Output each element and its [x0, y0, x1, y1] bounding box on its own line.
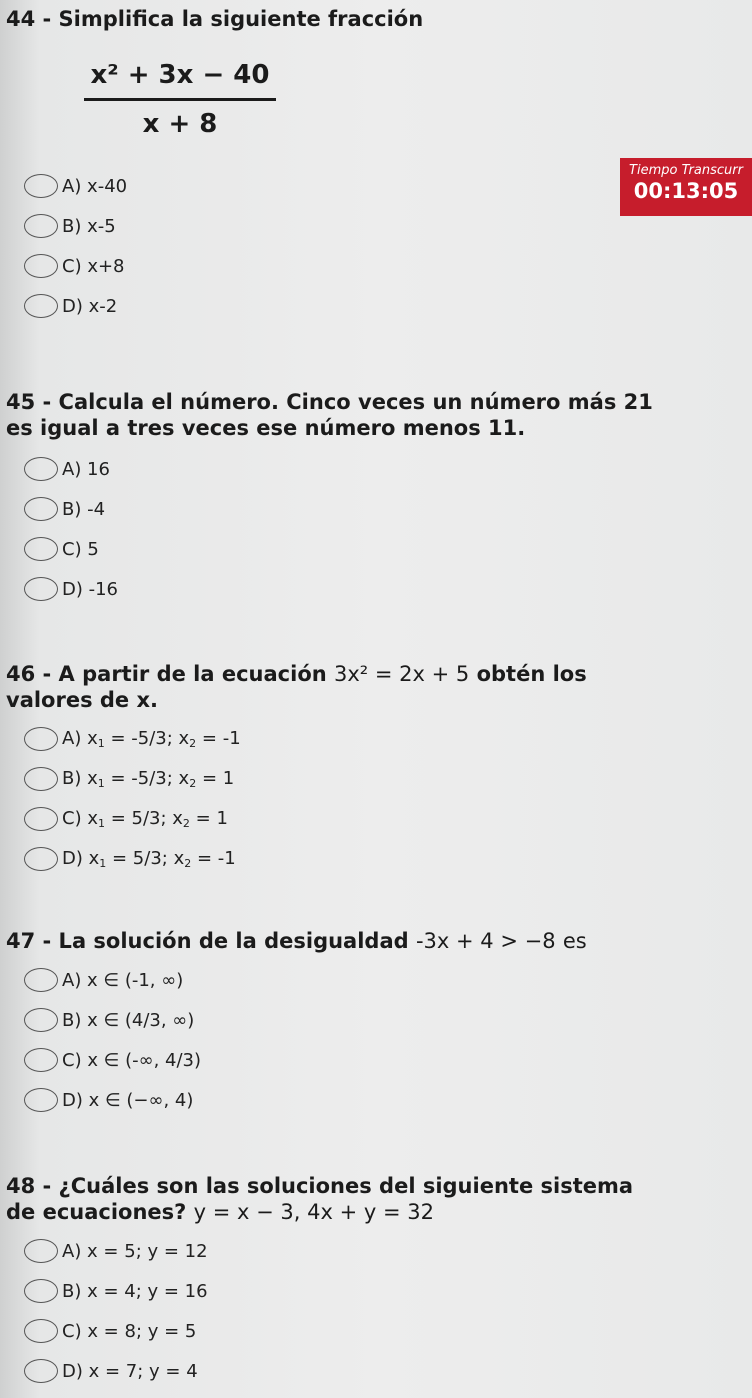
question-45	[6, 389, 726, 609]
question-48-title-line1: 48 - ¿Cuáles son las soluciones del siguiente sistema	[6, 1174, 634, 1198]
option-47-d[interactable]: D) x ∈ (−∞, 4)	[6, 1080, 726, 1120]
radio-button[interactable]	[24, 968, 58, 992]
option-44-a[interactable]: A) x-40	[6, 166, 726, 206]
equation-text: 3x² = 2x + 5	[334, 662, 470, 686]
radio-button[interactable]	[24, 294, 58, 318]
question-45-title-line2: es igual a tres veces ese número menos 11.	[6, 416, 526, 440]
radio-button[interactable]	[24, 807, 58, 831]
option-46-a[interactable]: A) $x_1 = -5/3$; $x_2 = -1$	[6, 719, 726, 759]
radio-button[interactable]	[24, 537, 58, 561]
elapsed-time-badge	[620, 158, 752, 216]
question-44-options	[6, 166, 726, 326]
question-47-title: 47 - La solución de la desigualdad -3x + 4 > −8 es	[6, 929, 587, 953]
option-44-c[interactable]: C) x+8	[6, 246, 726, 286]
option-47-b[interactable]: B) x ∈ (4/3, ∞)	[6, 1000, 726, 1040]
fraction-numerator: x² + 3x − 40	[90, 60, 270, 90]
system-text: y = x − 3, 4x + y = 32	[193, 1200, 434, 1224]
option-48-c[interactable]: C) x = 8; y = 5	[6, 1311, 726, 1351]
option-47-c[interactable]: C) x ∈ (-∞, 4/3)	[6, 1040, 726, 1080]
option-45-d[interactable]: D) -16	[6, 569, 726, 609]
radio-button[interactable]	[24, 1359, 58, 1383]
radio-button[interactable]	[24, 254, 58, 278]
option-45-a[interactable]: A) 16	[6, 449, 726, 489]
timer-label: Tiempo Transcurr	[629, 163, 743, 178]
option-46-d[interactable]: D) $x_1 = 5/3$; $x_2 = -1$	[6, 839, 726, 879]
radio-button[interactable]	[24, 497, 58, 521]
radio-button[interactable]	[24, 767, 58, 791]
question-45-title-line1: 45 - Calcula el número. Cinco veces un número más 21	[6, 390, 653, 414]
radio-button[interactable]	[24, 1279, 58, 1303]
option-46-c[interactable]: C) $x_1 = 5/3$; $x_2 = 1$	[6, 799, 726, 839]
option-44-b[interactable]: B) x-5	[6, 206, 726, 246]
option-45-b[interactable]: B) -4	[6, 489, 726, 529]
option-48-b[interactable]: B) x = 4; y = 16	[6, 1271, 726, 1311]
fraction-denominator: x + 8	[142, 109, 218, 139]
option-47-a[interactable]: A) x ∈ (-1, ∞)	[6, 960, 726, 1000]
radio-button[interactable]	[24, 847, 58, 871]
question-46-title-line1: 46 - A partir de la ecuación 3x² = 2x + 5 obtén los	[6, 662, 587, 686]
option-45-c[interactable]: C) 5	[6, 529, 726, 569]
fraction-expression	[80, 60, 280, 139]
radio-button[interactable]	[24, 1048, 58, 1072]
radio-button[interactable]	[24, 1088, 58, 1112]
timer-value: 00:13:05	[633, 179, 739, 203]
option-48-d[interactable]: D) x = 7; y = 4	[6, 1351, 726, 1391]
question-48	[6, 1173, 726, 1391]
radio-button[interactable]	[24, 1319, 58, 1343]
question-46	[6, 661, 726, 879]
radio-button[interactable]	[24, 457, 58, 481]
inequality-text: -3x + 4 > −8	[415, 929, 556, 953]
radio-button[interactable]	[24, 174, 58, 198]
radio-button[interactable]	[24, 577, 58, 601]
radio-button[interactable]	[24, 214, 58, 238]
question-48-title-line2: de ecuaciones? y = x − 3, 4x + y = 32	[6, 1200, 434, 1224]
question-44	[6, 6, 726, 32]
option-44-d[interactable]: D) x-2	[6, 286, 726, 326]
radio-button[interactable]	[24, 727, 58, 751]
radio-button[interactable]	[24, 1239, 58, 1263]
question-47	[6, 928, 726, 1120]
option-48-a[interactable]: A) x = 5; y = 12	[6, 1231, 726, 1271]
radio-button[interactable]	[24, 1008, 58, 1032]
option-46-b[interactable]: B) $x_1 = -5/3$; $x_2 = 1$	[6, 759, 726, 799]
question-44-title: 44 - Simplifica la siguiente fracción	[6, 7, 424, 31]
question-46-title-line2: valores de x.	[6, 688, 159, 712]
